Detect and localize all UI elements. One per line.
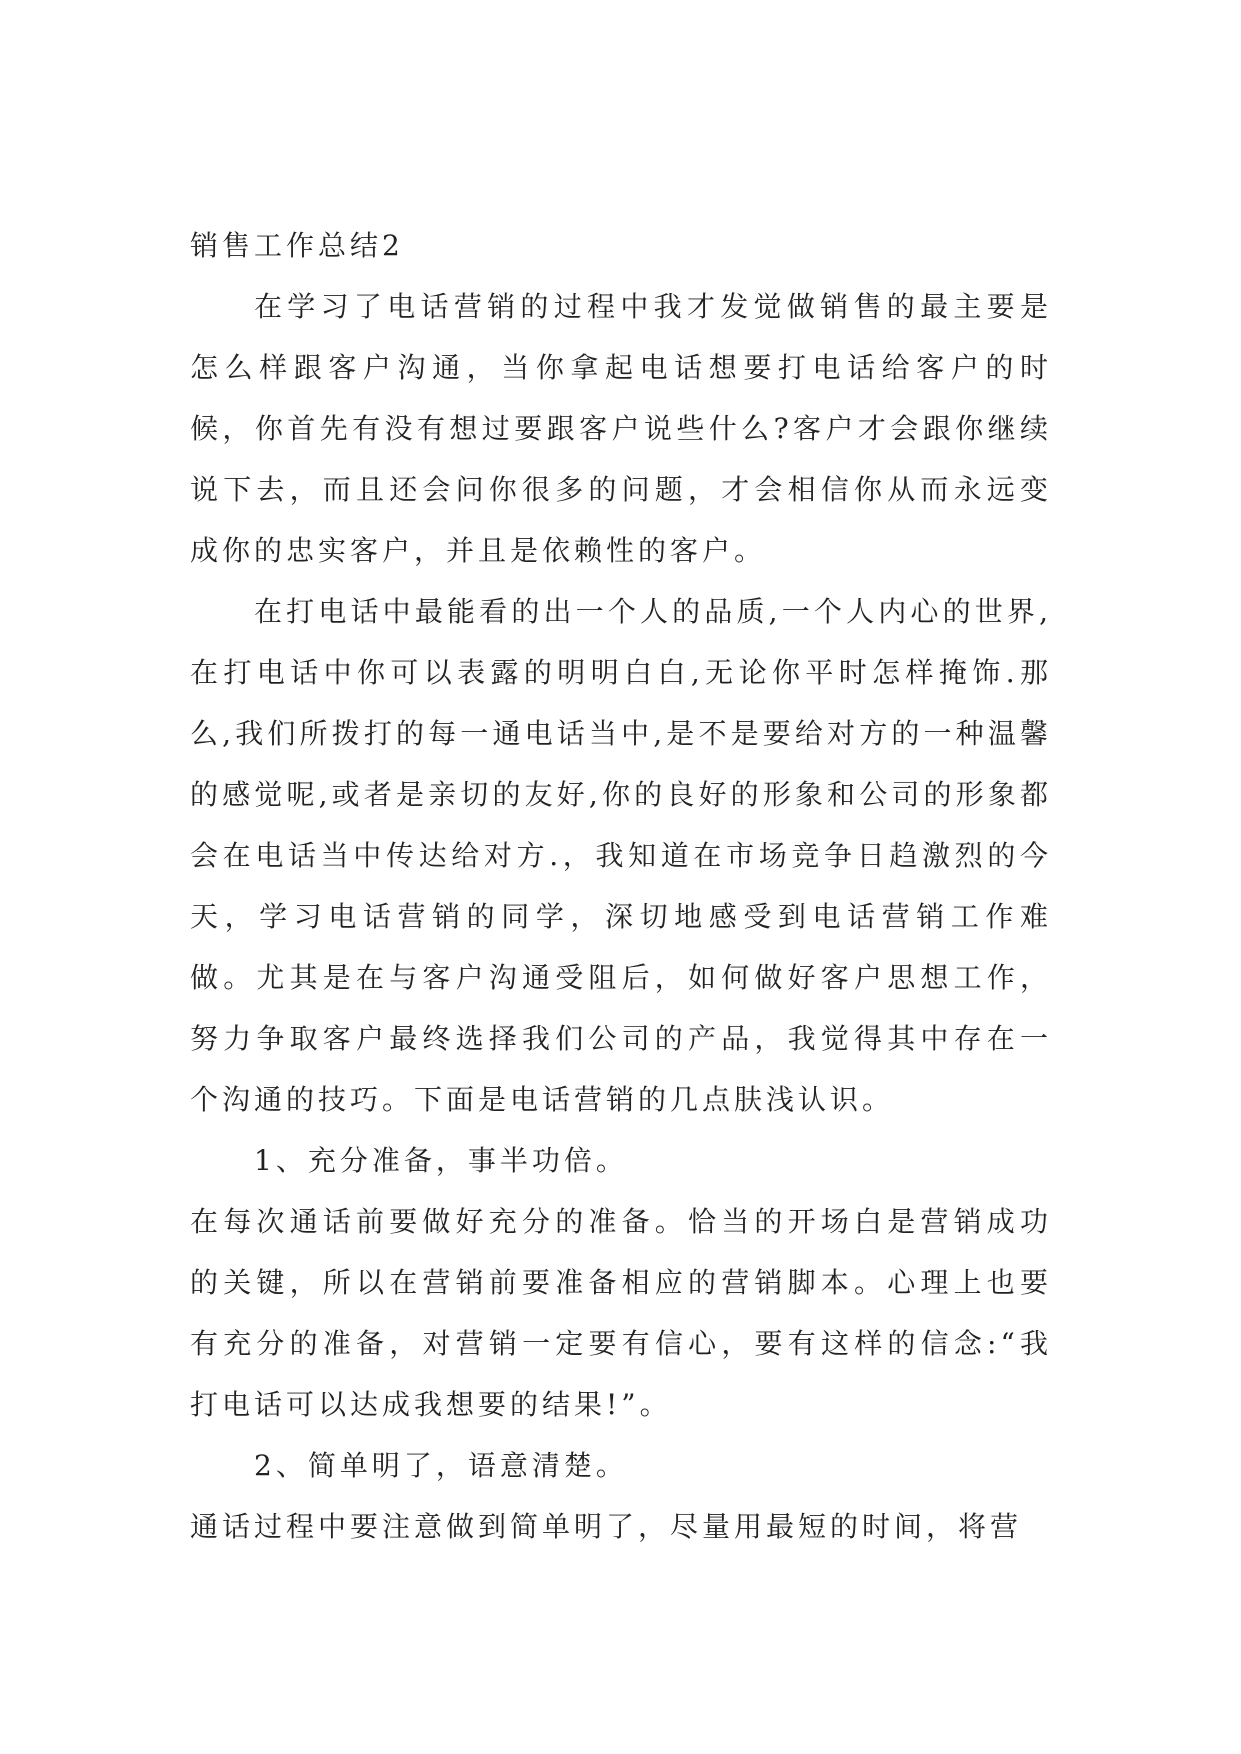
section-heading-1: 1、充分准备，事半功倍。 — [254, 1144, 628, 1177]
document-body — [190, 215, 1052, 1557]
document-title: 销售工作总结2 — [190, 229, 404, 262]
paragraph-4: 通话过程中要注意做到简单明了，尽量用最短的时间，将营 — [190, 1510, 1023, 1543]
paragraph-2: 在打电话中最能看的出一个人的品质,一个人内心的世界,在打电话中你可以表露的明明白白,无论你平时怎样掩饰.那么,我们所拨打的每一通电话当中,是不是要给对方的一种温馨的感觉呢,或者是亲切的友好,你的良好的形象和公司的形象都会在电话当中传达给对方.，我知道在市场竞争日趋激烈的今天，学习电话营销的同学，深切地感受到电话营销工作难做。尤其是在与客户沟通受阻后，如何做好客户思想工作，努力争取客户最终选择我们公司的产品，我觉得其中存在一个沟通的技巧。下面是电话营销的几点肤浅认识。 — [190, 595, 1052, 1116]
paragraph-1: 在学习了电话营销的过程中我才发觉做销售的最主要是怎么样跟客户沟通，当你拿起电话想要打电话给客户的时候，你首先有没有想过要跟客户说些什么?客户才会跟你继续说下去，而且还会问你很多的问题，才会相信你从而永远变成你的忠实客户，并且是依赖性的客户。 — [190, 290, 1052, 567]
paragraph-3: 在每次通话前要做好充分的准备。恰当的开场白是营销成功的关键，所以在营销前要准备相应的营销脚本。心理上也要有充分的准备，对营销一定要有信心，要有这样的信念:“我打电话可以达成我想要的结果!”。 — [190, 1205, 1052, 1421]
section-heading-2: 2、简单明了，语意清楚。 — [254, 1449, 628, 1482]
